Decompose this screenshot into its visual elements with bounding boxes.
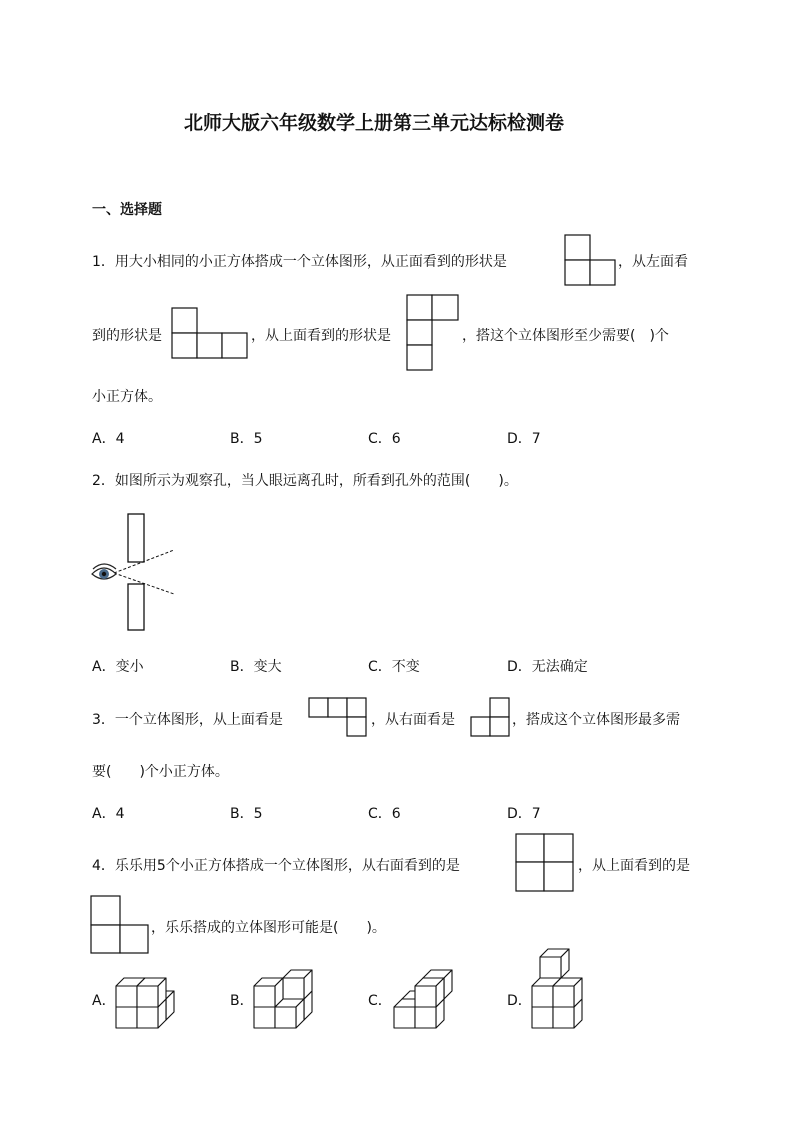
q1-option-b[interactable]: B．5 [230, 431, 263, 447]
q1-front-view-figure [565, 235, 617, 287]
q2-observation-hole-figure [88, 512, 178, 634]
q4-text-2: ，从上面看到的是 [578, 858, 690, 874]
cube [553, 978, 582, 1007]
q1-text-1: 1．用大小相同的小正方体搭成一个立体图形，从正面看到的形状是 [92, 254, 507, 270]
q3-text-4: 要( )个小正方体。 [92, 764, 229, 780]
q2-text: 2．如图所示为观察孔，当人眼远离孔时，所看到孔外的范围( )。 [92, 473, 518, 489]
q4-option-b[interactable]: B． [230, 993, 254, 1009]
q3-text-3: ，搭成这个立体图形最多需 [512, 712, 680, 728]
q1-text-5: ，搭这个立体图形至少需要( )个 [462, 328, 669, 344]
q1-top-view-figure [407, 295, 461, 373]
q1-text-3: 到的形状是 [92, 328, 162, 344]
q3-right-view-figure [471, 698, 513, 738]
q4-option-d-figure [528, 966, 600, 1030]
q3-text-2: ，从右面看是 [371, 712, 455, 728]
q3-option-d[interactable]: D．7 [507, 806, 541, 822]
q4-right-view-figure [516, 834, 576, 894]
q4-option-c[interactable]: C． [368, 993, 392, 1009]
q4-text-3: ，乐乐搭成的立体图形可能是( )。 [151, 920, 386, 936]
cube [540, 949, 569, 978]
q3-option-a[interactable]: A．4 [92, 806, 125, 822]
q1-text-6: 小正方体。 [92, 389, 162, 405]
cube [254, 978, 283, 1007]
q3-top-view-figure [309, 698, 369, 738]
q1-option-c[interactable]: C．6 [368, 431, 401, 447]
q2-option-d[interactable]: D．无法确定 [507, 659, 588, 675]
cube [283, 970, 312, 999]
cube [137, 978, 166, 1007]
q2-option-a[interactable]: A．变小 [92, 659, 144, 675]
q3-text-1: 3．一个立体图形，从上面看是 [92, 712, 283, 728]
q4-option-b-figure [250, 966, 322, 1030]
q4-top-view-figure [91, 896, 151, 956]
q2-option-b[interactable]: B．变大 [230, 659, 282, 675]
q3-option-c[interactable]: C．6 [368, 806, 401, 822]
q1-text-4: ，从上面看到的形状是 [251, 328, 391, 344]
q2-option-c[interactable]: C．不变 [368, 659, 420, 675]
eye-icon [92, 564, 116, 579]
q1-option-d[interactable]: D．7 [507, 431, 541, 447]
q1-option-a[interactable]: A．4 [92, 431, 125, 447]
q1-left-view-figure [172, 308, 250, 360]
q1-text-2: ，从左面看 [618, 254, 688, 270]
q4-text-1: 4．乐乐用5个小正方体搭成一个立体图形，从右面看到的是 [92, 858, 460, 874]
section-heading: 一、选择题 [92, 202, 162, 218]
page-title: 北师大版六年级数学上册第三单元达标检测卷 [184, 112, 565, 134]
cube [415, 978, 444, 1007]
q4-option-a[interactable]: A． [92, 993, 116, 1009]
q4-option-a-figure [112, 966, 184, 1030]
q4-option-c-figure [390, 966, 462, 1030]
q4-option-d[interactable]: D． [507, 993, 532, 1009]
q3-option-b[interactable]: B．5 [230, 806, 263, 822]
